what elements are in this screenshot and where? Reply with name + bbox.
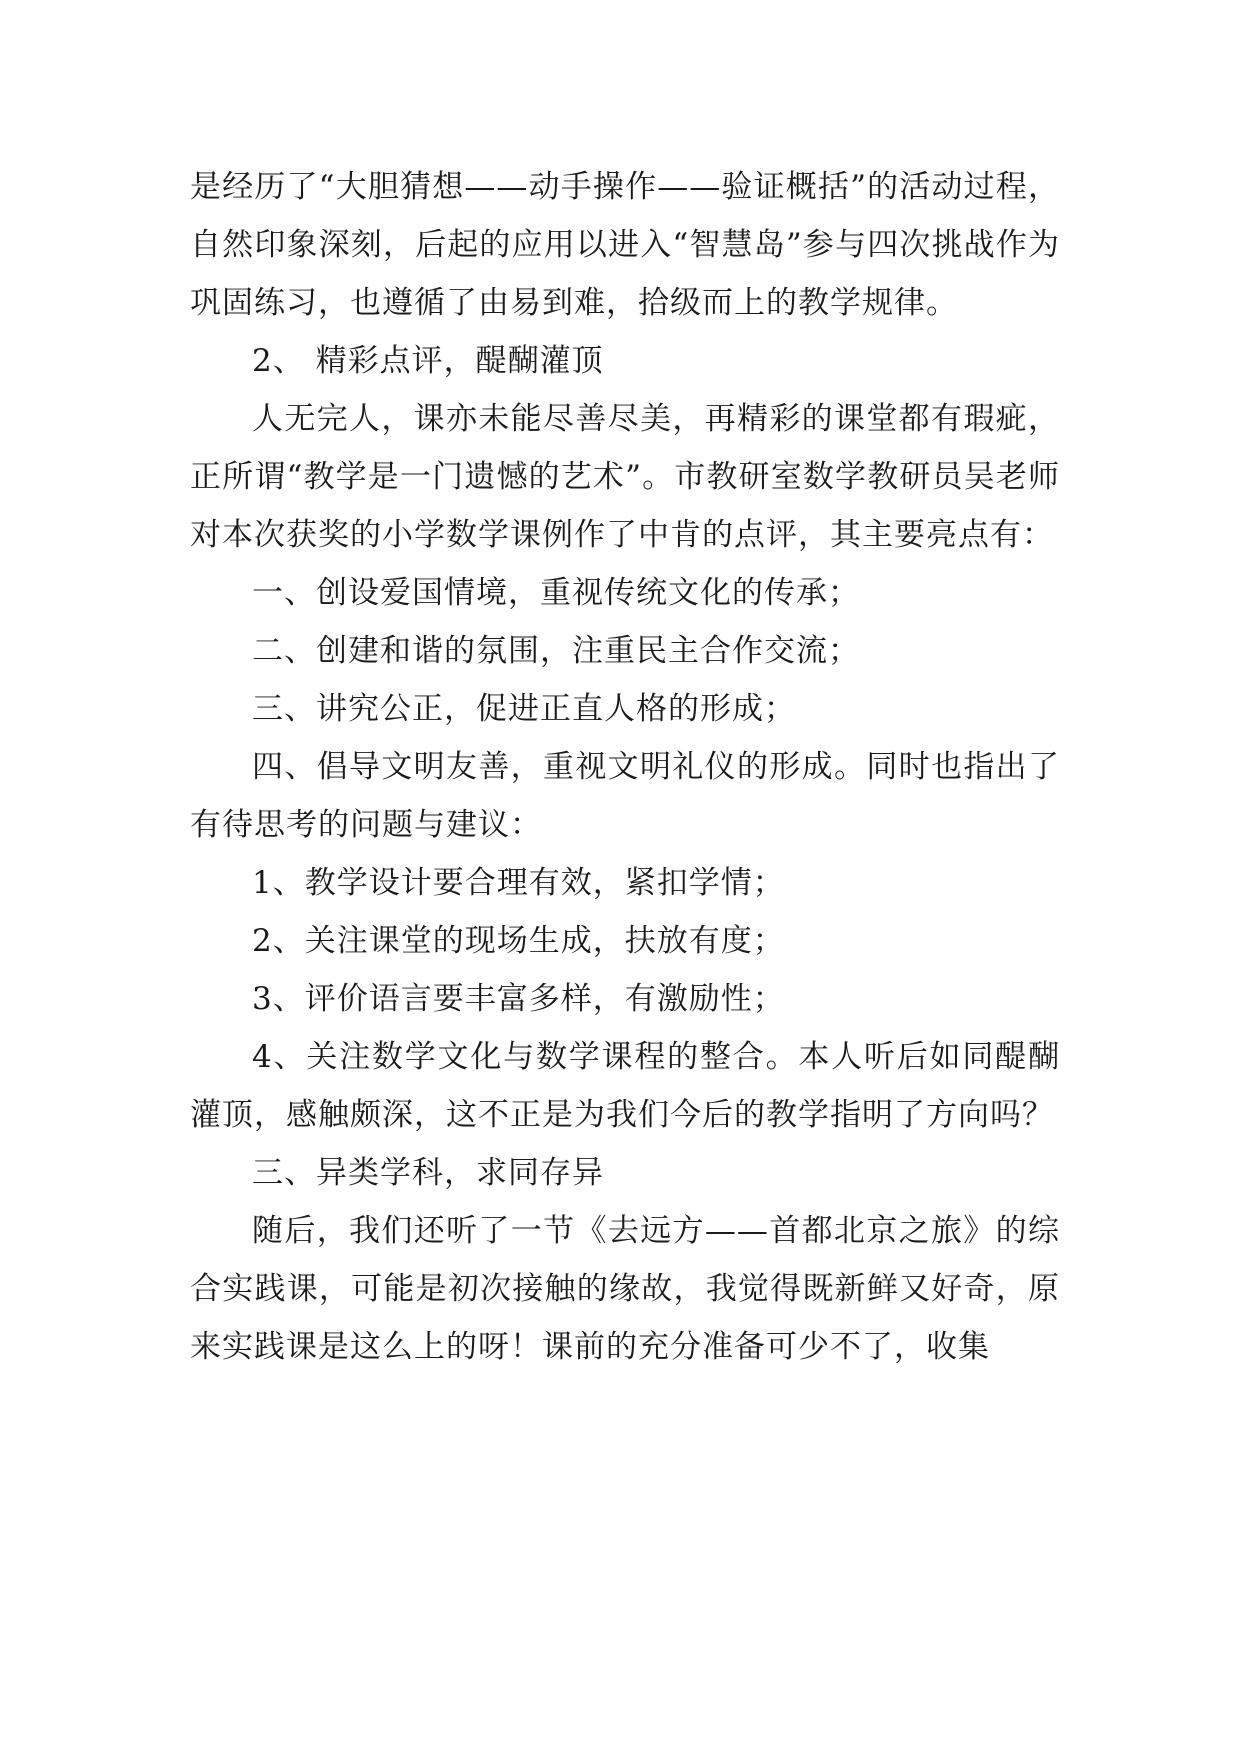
document-body	[190, 158, 1060, 1376]
list-item-highlight-2: 二、创建和谐的氛围，注重民主合作交流；	[252, 633, 860, 669]
list-item-highlight-1: 一、创设爱国情境，重视传统文化的传承；	[252, 575, 860, 611]
paragraph-final: 随后，我们还听了一节《去远方——首都北京之旅》的综合实践课，可能是初次接触的缘故，我觉得既新鲜又好奇，原来实践课是这么上的呀！课前的充分准备可少不了，收集	[190, 1213, 1060, 1365]
list-item-suggestion-4: 4、关注数学文化与数学课程的整合。本人听后如同醍醐灌顶，感触颇深，这不正是为我们今后的教学指明了方向吗？	[190, 1039, 1060, 1133]
section-heading-2: 2、 精彩点评，醍醐灌顶	[252, 343, 604, 379]
list-item-suggestion-3: 3、评价语言要丰富多样，有激励性；	[252, 981, 785, 1017]
list-item-suggestion-1: 1、教学设计要合理有效，紧扣学情；	[252, 865, 785, 901]
list-item-highlight-4: 四、倡导文明友善，重视文明礼仪的形成。同时也指出了有待思考的问题与建议：	[190, 749, 1060, 843]
paragraph-1: 是经历了“大胆猜想——动手操作——验证概括”的活动过程，自然印象深刻，后起的应用以进入“智慧岛”参与四次挑战作为巩固练习，也遵循了由易到难，拾级而上的教学规律。	[190, 169, 1060, 321]
list-item-suggestion-2: 2、关注课堂的现场生成，扶放有度；	[252, 923, 785, 959]
list-item-highlight-3: 三、讲究公正，促进正直人格的形成；	[252, 691, 796, 727]
paragraph-3: 人无完人，课亦未能尽善尽美，再精彩的课堂都有瑕疵，正所谓“教学是一门遗憾的艺术”。市教研室数学教研员吴老师对本次获奖的小学数学课例作了中肯的点评，其主要亮点有：	[190, 401, 1060, 553]
section-heading-3: 三、异类学科，求同存异	[252, 1155, 604, 1191]
